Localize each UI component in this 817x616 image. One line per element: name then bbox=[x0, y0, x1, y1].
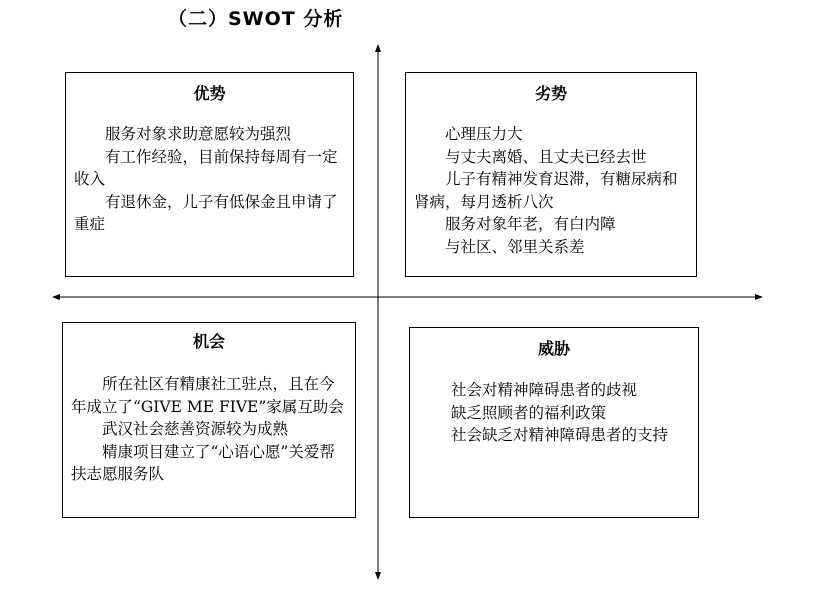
strengths-box bbox=[65, 72, 354, 277]
arrow-up-icon bbox=[375, 44, 381, 52]
weaknesses-heading: 劣势 bbox=[534, 84, 567, 103]
opportunities-list bbox=[71, 373, 349, 486]
page-title: （二）SWOT 分析 bbox=[168, 8, 344, 30]
list-item: 与社区、邻里关系差 bbox=[445, 237, 585, 256]
threats-heading: 威胁 bbox=[537, 339, 570, 358]
arrow-down-icon bbox=[375, 572, 381, 580]
list-item: 儿子有精神发育迟滞，有糖尿病和肾病，每月透析八次 bbox=[414, 170, 678, 211]
opportunities-box bbox=[62, 322, 356, 518]
opportunities-heading: 机会 bbox=[192, 332, 225, 351]
strengths-list bbox=[74, 123, 347, 236]
weaknesses-box bbox=[405, 72, 697, 277]
list-item: 精康项目建立了“心语心愿”关爱帮扶志愿服务队 bbox=[71, 442, 335, 483]
weaknesses-list bbox=[414, 123, 688, 258]
strengths-heading: 优势 bbox=[193, 84, 226, 103]
list-item: 缺乏照顾者的福利政策 bbox=[451, 403, 607, 422]
list-item: 服务对象求助意愿较为强烈 bbox=[105, 125, 292, 143]
arrow-left-icon bbox=[52, 294, 60, 300]
list-item: 武汉社会慈善资源较为成熟 bbox=[102, 420, 289, 438]
list-item: 社会对精神障碍患者的歧视 bbox=[451, 381, 638, 399]
threats-box bbox=[409, 327, 699, 518]
list-item: 有工作经验，目前保持每周有一定收入 bbox=[74, 147, 338, 188]
list-item: 所在社区有精康社工驻点，且在今年成立了“GIVE ME FIVE”家属互助会 bbox=[71, 375, 344, 416]
list-item: 有退休金，儿子有低保金且申请了重症 bbox=[74, 192, 338, 233]
list-item: 心理压力大 bbox=[445, 125, 523, 143]
threats-list bbox=[420, 379, 690, 447]
list-item: 与丈夫离婚、且丈夫已经去世 bbox=[445, 147, 647, 166]
arrow-right-icon bbox=[755, 294, 763, 300]
list-item: 社会缺乏对精神障碍患者的支持 bbox=[451, 426, 669, 444]
list-item: 服务对象年老，有白内障 bbox=[445, 215, 616, 233]
